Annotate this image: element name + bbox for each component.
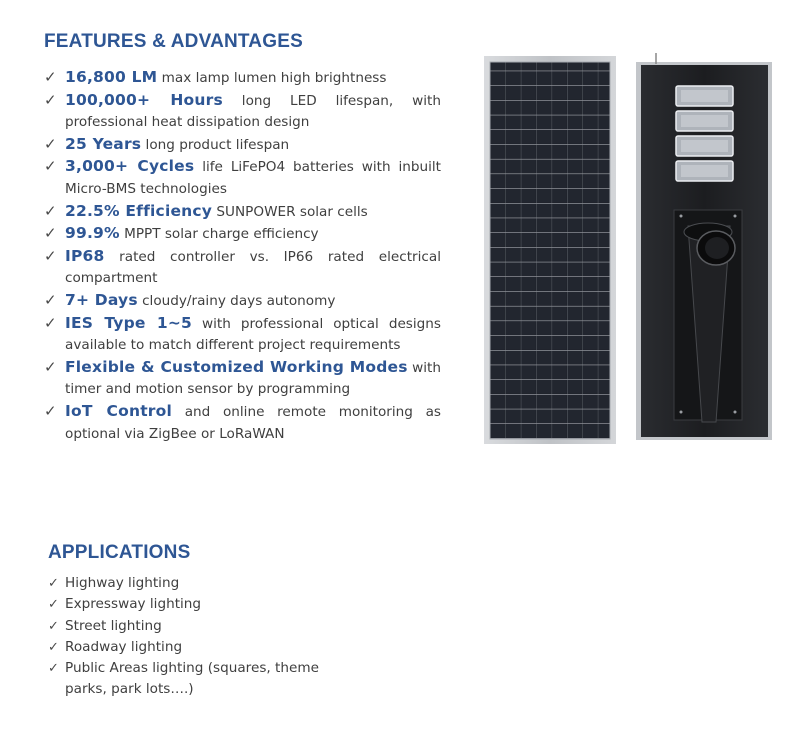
check-icon: ✓ [44,90,57,109]
check-icon: ✓ [44,246,57,265]
application-label: Highway lighting [65,575,180,591]
feature-highlight: IoT Control [65,401,173,420]
solar-street-light-image [484,50,774,445]
feature-text: max lamp lumen high brightness [157,70,387,86]
feature-item-lumen [44,67,441,90]
feature-text: MPPT solar charge efficiency [119,226,319,243]
feature-item-mppt [44,223,441,246]
applications-heading: APPLICATIONS [48,542,191,563]
feature-text: with professional optical designs available to match different project requirements [65,315,441,354]
check-icon: ✓ [44,224,57,243]
application-label: Public Areas lighting (squares, theme parks, park lots….) [65,660,319,698]
feature-highlight: 3,000+ Cycles [65,157,195,176]
check-icon: ✓ [44,134,57,153]
feature-item-iot [44,401,441,445]
check-icon: ✓ [48,639,59,655]
application-item [48,594,348,615]
application-label: Street lighting [65,617,162,634]
feature-highlight: 99.9% [65,224,120,243]
feature-text: and online remote monitoring as optional via ZigBee or LoRaWAN [65,403,441,442]
applications-list [48,573,348,701]
feature-highlight: Flexible & Customized Working Modes [65,357,408,376]
feature-text: life LiFePO4 batteries with inbuilt Micro-BMS technologies [65,159,441,197]
application-item [48,616,348,637]
features-heading: FEATURES & ADVANTAGES [44,31,303,52]
feature-text: cloudy/rainy days autonomy [137,292,336,309]
mounting-bracket [674,210,742,422]
feature-text: with timer and motion sensor by programming [65,359,441,398]
feature-item-hours [44,90,441,134]
application-item [48,573,348,594]
solar-panel [484,56,616,444]
check-icon: ✓ [48,576,59,591]
application-label: Expressway lighting [65,596,202,613]
application-item [48,637,348,658]
check-icon: ✓ [44,68,57,86]
check-icon: ✓ [44,201,57,220]
feature-highlight: 22.5% Efficiency [65,201,213,220]
lamp-back [636,53,772,440]
feature-text: SUNPOWER solar cells [212,203,368,220]
check-icon: ✓ [44,157,57,176]
check-icon: ✓ [44,357,57,376]
application-label: Roadway lighting [65,638,183,655]
check-icon: ✓ [44,290,57,309]
feature-highlight: 100,000+ Hours [65,90,223,109]
application-item [48,658,348,701]
check-icon: ✓ [44,401,57,420]
feature-highlight: 25 Years [65,134,142,153]
feature-item-modes [44,357,441,401]
check-icon: ✓ [44,313,57,332]
feature-item-cycles [44,156,441,200]
feature-item-ip68 [44,246,441,290]
check-icon: ✓ [48,661,59,677]
feature-item-autonomy [44,290,441,313]
features-list [44,67,441,445]
check-icon: ✓ [48,597,59,613]
feature-text: long product lifespan [141,136,290,153]
feature-highlight: 7+ Days [65,290,138,309]
check-icon: ✓ [48,618,59,634]
feature-highlight: IP68 [65,246,105,265]
feature-highlight: IES Type 1~5 [65,313,193,332]
feature-item-ies [44,313,441,357]
feature-item-years [44,134,441,157]
feature-text: long LED lifespan, with professional heat dissipation design [65,92,441,131]
feature-text: rated controller vs. IP66 rated electrical compartment [65,248,441,287]
feature-item-efficiency [44,201,441,224]
feature-highlight: 16,800 LM [65,68,158,86]
